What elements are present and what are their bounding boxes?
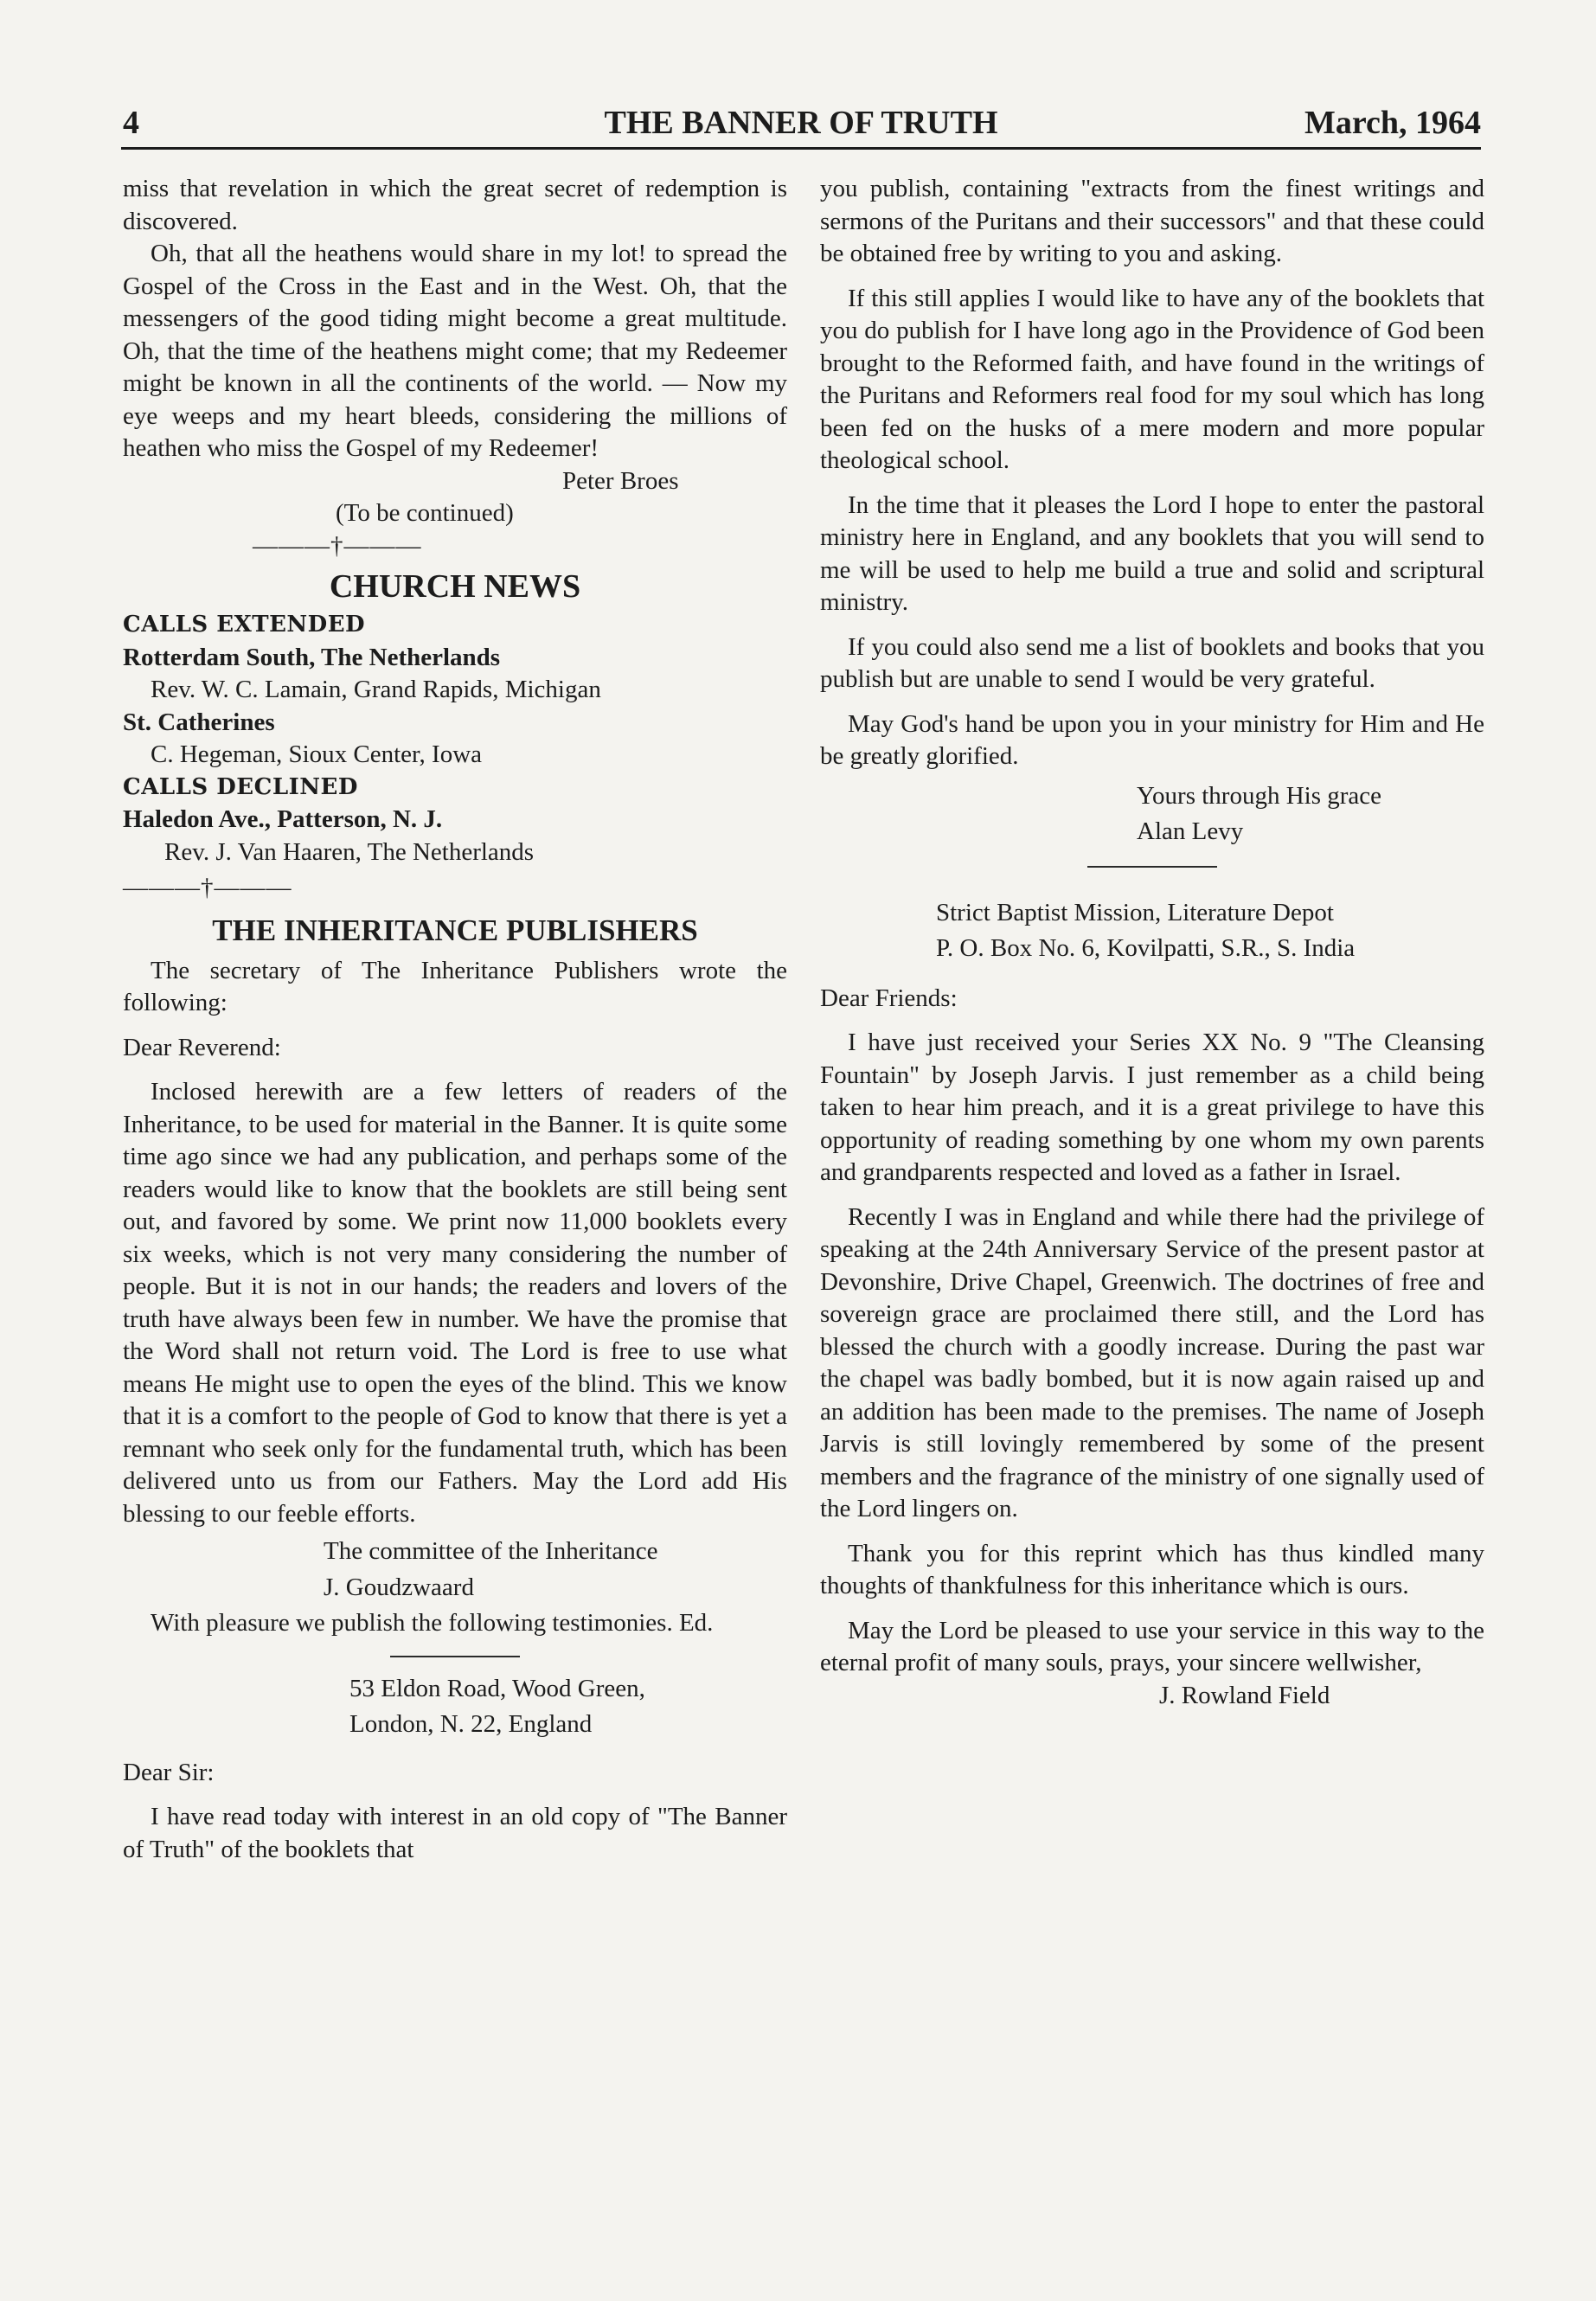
paragraph: May God's hand be upon you in your ministry for Him and He be greatly glorified. [820,709,1484,770]
signature-rowland-field: J. Rowland Field [1159,1681,1330,1709]
paragraph: May the Lord be pleased to use your service in this way to the eternal profit of many souls, prays, your sincere wellwisher, [820,1616,1484,1676]
address-line: 53 Eldon Road, Wood Green, [349,1674,645,1702]
horizontal-rule [1087,866,1217,868]
calls-extended-heading: CALLS EXTENDED [123,612,366,638]
calls-declined-heading: CALLS DECLINED [123,773,358,800]
church-news-heading: CHURCH NEWS [329,568,581,605]
issue-date: March, 1964 [1304,105,1481,141]
salutation: Dear Friends: [820,984,958,1012]
address-line: P. O. Box No. 6, Kovilpatti, S.R., S. India [936,934,1356,962]
signature-goudzwaard: J. Goudzwaard [324,1573,474,1601]
paragraph: In the time that it pleases the Lord I hope to enter the pastoral ministry here in England, and any booklets that you will send to me will be used to help me build a true and solid and scriptural ministry. [820,490,1484,616]
right-column [820,173,1484,1712]
address-line: Strict Baptist Mission, Literature Depot [936,898,1334,926]
call-entry: Rev. W. C. Lamain, Grand Rapids, Michigan [151,676,601,703]
publication-title: THE BANNER OF TRUTH [604,105,998,141]
left-column [123,173,787,1866]
paragraph: Inclosed herewith are a few letters of readers of the Inheritance, to be used for material in the Banner. It is quite some time ago since we had any publication, and perhaps some of the readers would like to know that the booklets are still being sent out, and favored by some. We print now 11,000 booklets every six weeks, which is not very many considering the number of people. But it is not in our hands; the readers and lovers of the truth have always been few in number. We have the promise that the Word shall not return void. The Lord is free to use what means He might use to open the eyes of the blind. This we know that it is a comfort to the people of God to know that there is yet a remnant who seek only for the fundamental truth, which has been delivered unto us from our Fathers. May the Lord add His blessing to our feeble efforts. [123,1078,787,1528]
to-be-continued: (To be continued) [336,499,514,527]
church-location: St. Catherines [123,708,275,736]
address-line: London, N. 22, England [349,1710,593,1738]
paragraph: miss that revelation in which the great secret of redemption is discovered. [123,175,787,235]
signature-closing: Yours through His grace [1137,781,1382,810]
salutation: Dear Sir: [123,1758,215,1786]
paragraph: If this still applies I would like to have any of the booklets that you do publish for I have long ago in the Providence of God been brought to the Reformed faith, and have found in the writings of the Puritans and Reformers real food for my soul which has long been fed on the husks of a mere modern and more popular theological school. [820,284,1484,474]
paragraph: If you could also send me a list of booklets and books that you publish but are unable to send I would be very grateful. [820,632,1484,693]
paragraph: I have just received your Series XX No. 9 "The Cleansing Fountain" by Joseph Jarvis. I just remember as a child being taken to hear him preach, and it is a great privilege to have this opportunity of reading something by one whom my own parents and grandparents respected and loved as a father in Israel. [820,1029,1484,1186]
dagger-separator: ———†——— [253,531,422,560]
signature-committee: The committee of the Inheritance [324,1537,658,1565]
paragraph: Oh, that all the heathens would share in my lot! to spread the Gospel of the Cross in the East and in the West. Oh, that the messengers of the good tiding might become a great multitude. Oh, that the time of the heathens might come; that my Redeemer might be known in all the continents of the world. — Now my eye weeps and my heart bleeds, considering the millions of heathen who miss the Gospel of my Redeemer! [123,240,787,462]
paragraph: I have read today with interest in an old copy of "The Banner of Truth" of the booklets that [123,1803,787,1863]
inheritance-publishers-heading: THE INHERITANCE PUBLISHERS [212,913,698,947]
dagger-separator: ———†——— [123,874,292,901]
signature-alan-levy: Alan Levy [1137,817,1244,845]
paragraph: you publish, containing "extracts from the finest writings and sermons of the Puritans and their successors" and that these could be obtained free by writing to you and asking. [820,175,1484,267]
signature-peter-broes: Peter Broes [562,466,679,495]
paragraph: Recently I was in England and while there had the privilege of speaking at the 24th Anniversary Service of the present pastor at Devonshire, Drive Chapel, Greenwich. The doctrines of free and sovereign grace are proclaimed there still, and the Lord has blessed the church with a goodly increase. During the past war the chapel was badly bombed, but it is now again raised up and an addition has been made to the premises. The name of Joseph Jarvis is still lovingly remembered by some of the present members and the fragrance of the ministry of one signally used of the Lord lingers on. [820,1202,1484,1522]
page-header [121,102,1481,150]
church-location: Rotterdam South, The Netherlands [123,643,501,671]
horizontal-rule [390,1656,520,1657]
paragraph: Thank you for this reprint which has thus kindled many thoughts of thankfulness for this inheritance which is ours. [820,1539,1484,1599]
call-entry: Rev. J. Van Haaren, The Netherlands [164,837,535,866]
church-location: Haledon Ave., Patterson, N. J. [123,805,443,833]
salutation: Dear Reverend: [123,1033,281,1061]
paragraph: With pleasure we publish the following testimonies. Ed. [151,1609,714,1637]
call-entry: C. Hegeman, Sioux Center, Iowa [151,740,483,768]
page-number: 4 [123,105,139,141]
paragraph: The secretary of The Inheritance Publishers wrote the following: [123,956,787,1016]
